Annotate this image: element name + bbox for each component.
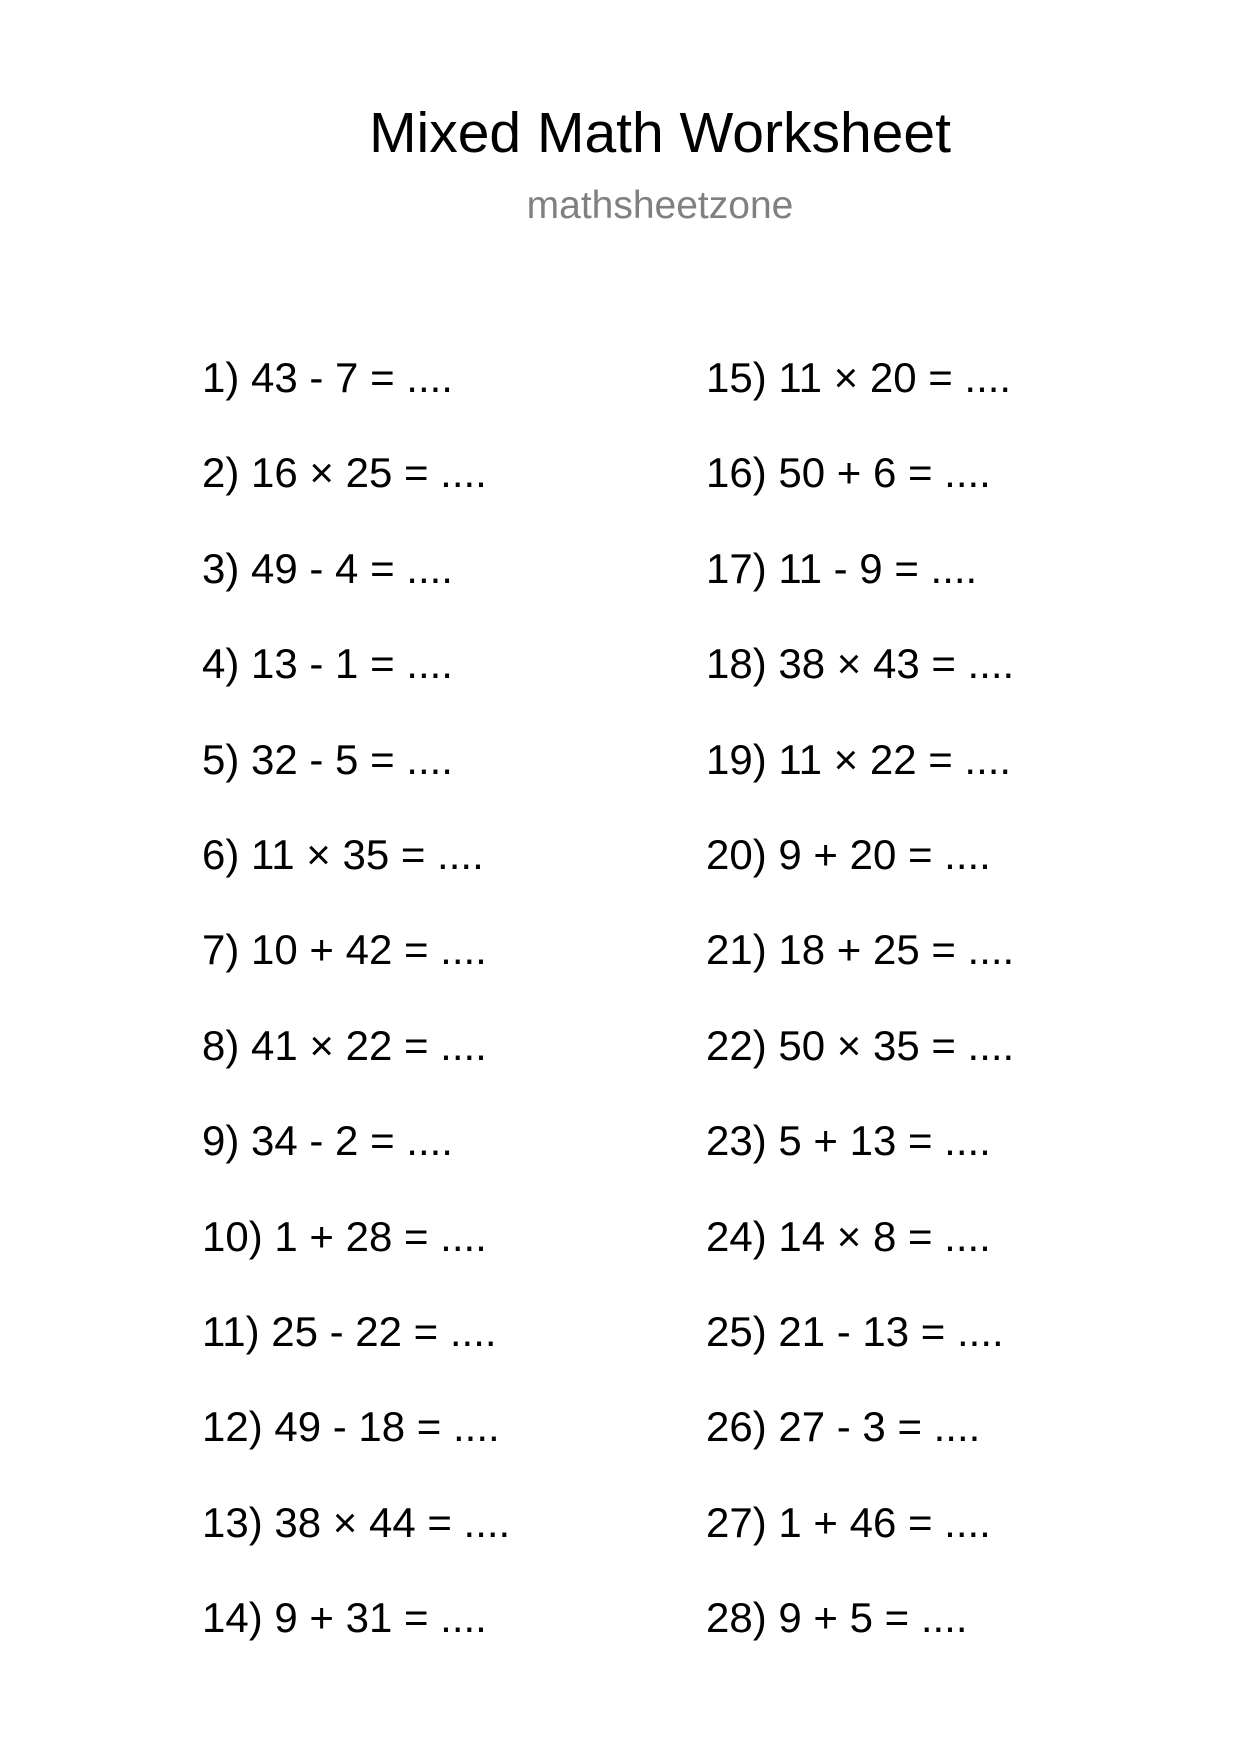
problem-20: 20) 9 + 20 = .... [706, 830, 991, 878]
problem-11: 11) 25 - 22 = .... [202, 1307, 497, 1355]
problem-12: 12) 49 - 18 = .... [202, 1403, 500, 1451]
problem-6: 6) 11 × 35 = .... [202, 830, 484, 878]
problem-7: 7) 10 + 42 = .... [202, 926, 487, 974]
problem-17: 17) 11 - 9 = .... [706, 544, 978, 592]
problem-27: 27) 1 + 46 = .... [706, 1498, 991, 1546]
problem-26: 26) 27 - 3 = .... [706, 1403, 981, 1451]
problem-8: 8) 41 × 22 = .... [202, 1021, 487, 1069]
problem-3: 3) 49 - 4 = .... [202, 544, 453, 592]
problem-15: 15) 11 × 20 = .... [706, 354, 1012, 401]
problem-28: 28) 9 + 5 = .... [706, 1594, 968, 1642]
problem-21: 21) 18 + 25 = .... [706, 926, 1015, 974]
problem-18: 18) 38 × 43 = .... [706, 640, 1015, 688]
problem-10: 10) 1 + 28 = .... [202, 1212, 487, 1260]
problem-2: 2) 16 × 25 = .... [202, 449, 487, 497]
problems-left-column [202, 349, 682, 1684]
problem-19: 19) 11 × 22 = .... [706, 735, 1012, 783]
problem-13: 13) 38 × 44 = .... [202, 1498, 511, 1546]
problem-16: 16) 50 + 6 = .... [706, 449, 991, 497]
problem-5: 5) 32 - 5 = .... [202, 735, 453, 783]
problem-14: 14) 9 + 31 = .... [202, 1594, 487, 1642]
problems-right-column [706, 349, 1186, 1684]
problem-22: 22) 50 × 35 = .... [706, 1021, 1015, 1069]
problem-23: 23) 5 + 13 = .... [706, 1117, 991, 1165]
problem-9: 9) 34 - 2 = .... [202, 1117, 453, 1165]
problem-4: 4) 13 - 1 = .... [202, 640, 453, 688]
problem-24: 24) 14 × 8 = .... [706, 1212, 991, 1260]
problem-25: 25) 21 - 13 = .... [706, 1307, 1004, 1355]
page-title: Mixed Math Worksheet [369, 101, 951, 165]
page-subtitle: mathsheetzone [526, 184, 794, 227]
problem-1: 1) 43 - 7 = .... [202, 354, 453, 401]
